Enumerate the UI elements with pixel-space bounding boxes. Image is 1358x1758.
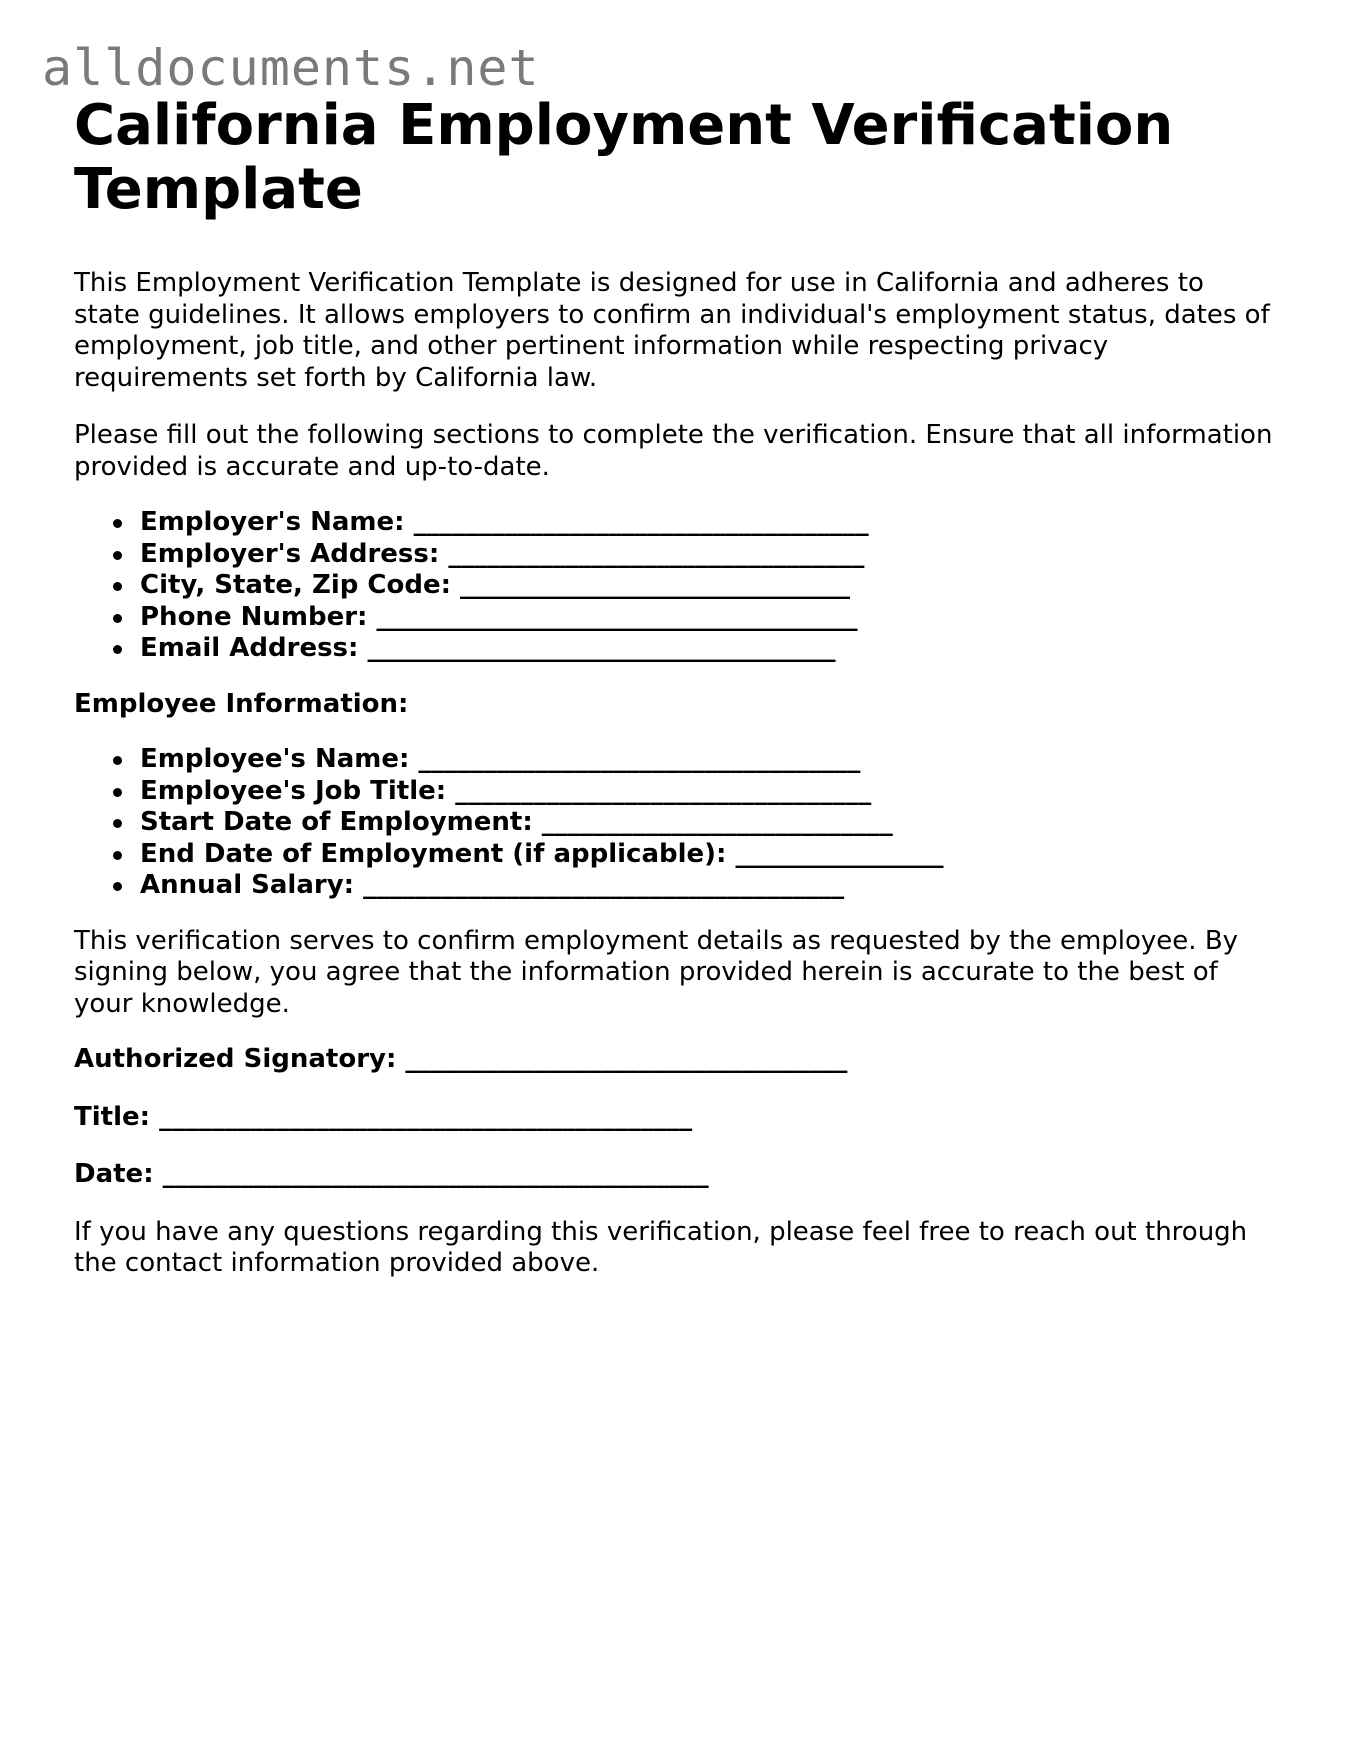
- confirmation-paragraph: This verification serves to confirm employment details as requested by the employee. By signing below, you agree that the information provided herein is accurate to the best of your knowledge.: [74, 925, 1239, 1019]
- signature-date-field: Date: __________________________________________: [74, 1159, 709, 1189]
- city-state-zip-field: City, State, Zip Code: ______________________________: [140, 570, 1274, 602]
- authorized-signatory-field: Authorized Signatory: __________________________________: [74, 1044, 848, 1074]
- intro-paragraph: This Employment Verification Template is designed for use in California and adheres to state guidelines. It allows employers to confirm an individual's employment status, dates of employment, job title, and other pertinent information while respecting privacy requirements set forth by California law.: [74, 268, 1270, 393]
- end-date-field: End Date of Employment (if applicable): ________________: [140, 839, 1274, 871]
- employer-fields-list: [74, 507, 1274, 665]
- email-address-field: Email Address: ____________________________________: [140, 633, 1274, 665]
- employee-info-heading: Employee Information:: [74, 688, 409, 719]
- start-date-field: Start Date of Employment: ___________________________: [140, 807, 1274, 839]
- instructions-paragraph: Please fill out the following sections to complete the verification. Ensure that all information provided is accurate and up-to-date.: [74, 420, 1273, 482]
- signatory-title-field: Title: _________________________________________: [74, 1101, 693, 1132]
- closing-paragraph: If you have any questions regarding this verification, please feel free to reach out through the contact information provided above.: [74, 1216, 1248, 1278]
- document-page: [74, 94, 1274, 1280]
- employer-name-field: Employer's Name: ___________________________________: [140, 507, 1274, 539]
- employer-address-field: Employer's Address: ________________________________: [140, 539, 1274, 571]
- employee-name-field: Employee's Name: __________________________________: [140, 744, 1274, 776]
- employee-job-title-field: Employee's Job Title: ________________________________: [140, 776, 1274, 808]
- employee-fields-list: [74, 744, 1274, 902]
- watermark: alldocuments.net: [42, 39, 540, 97]
- phone-number-field: Phone Number: _____________________________________: [140, 602, 1274, 634]
- document-title: California Employment Verification Template: [74, 93, 1174, 222]
- annual-salary-field: Annual Salary: _____________________________________: [140, 870, 1274, 902]
